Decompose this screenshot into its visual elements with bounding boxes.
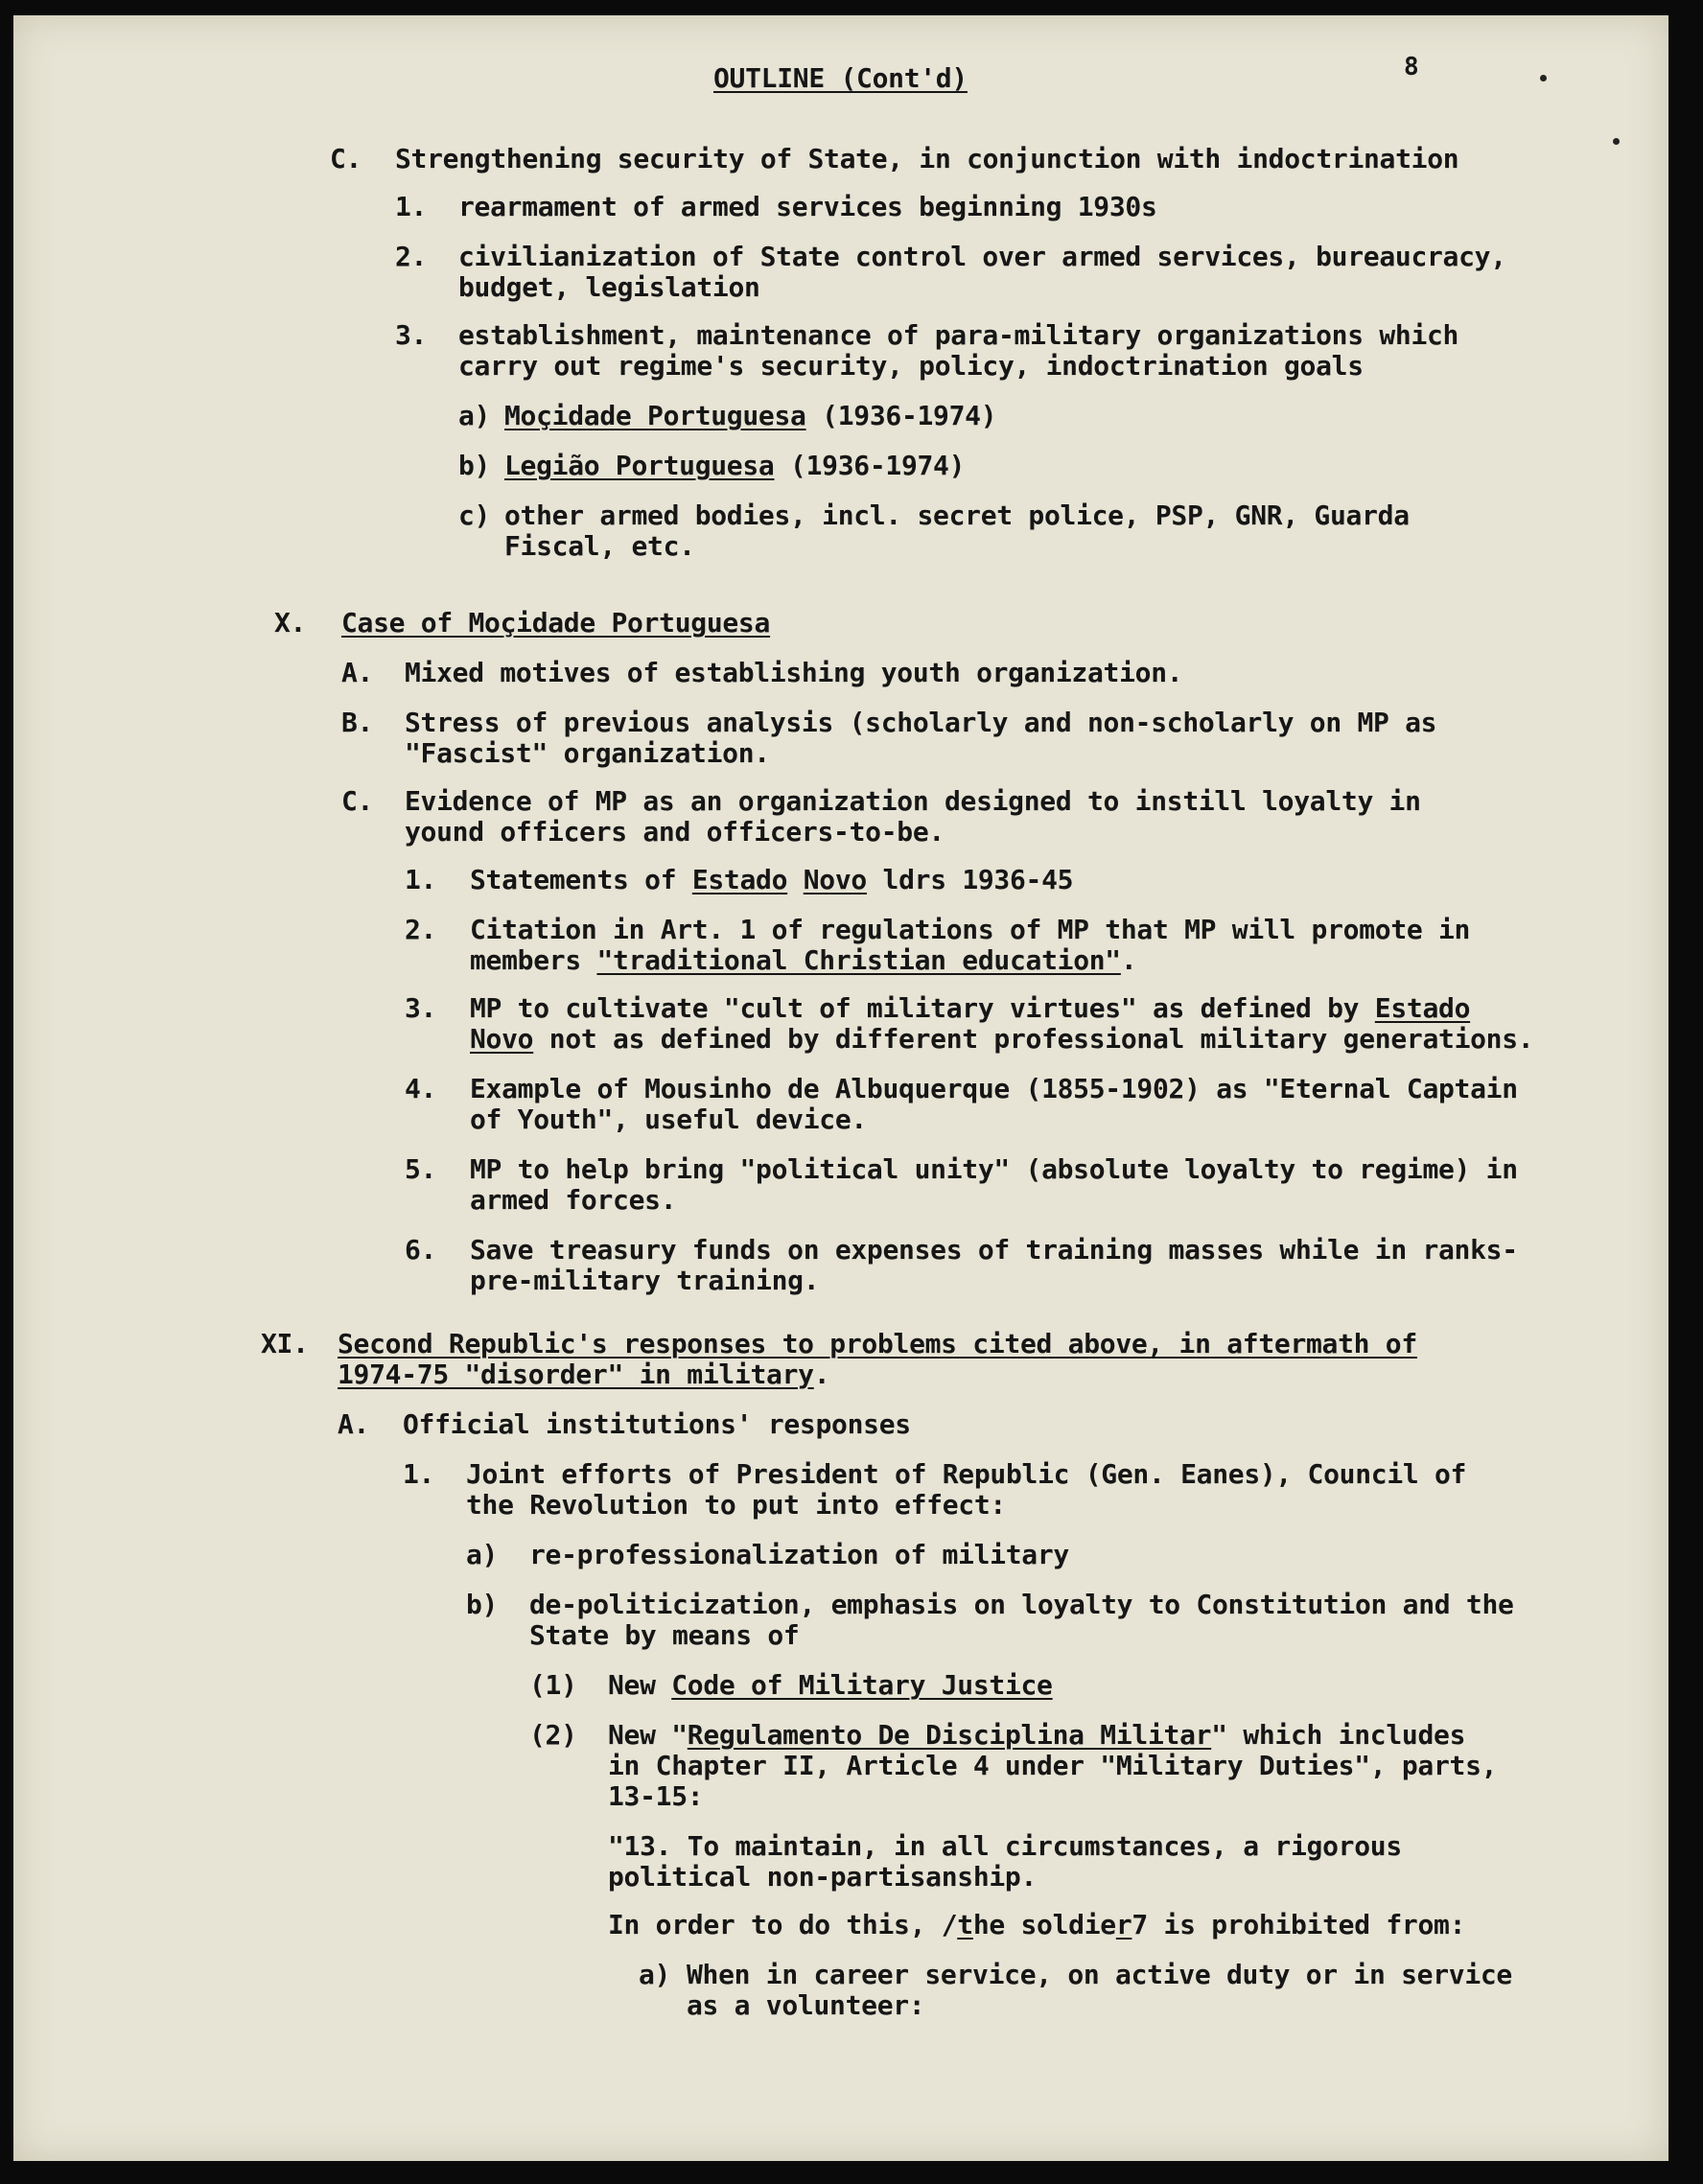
quotation-line: "13. To maintain, in all circumstances, a rigorous	[608, 1830, 1402, 1862]
outline-item: Save treasury funds on expenses of training masses while in ranks-	[470, 1234, 1518, 1266]
outline-item: yound officers and officers-to-be.	[405, 816, 945, 848]
outline-item: rearmament of armed services beginning 1930s	[458, 191, 1157, 222]
section-heading: Second Republic's responses to problems cited above, in aftermath of	[338, 1328, 1417, 1359]
text-run: ldrs 1936-45	[866, 864, 1074, 895]
outline-marker: a)	[639, 1959, 671, 1990]
outline-item	[470, 993, 1470, 1024]
outline-item: Joint efforts of President of Republic (Gen. Eanes), Council of	[466, 1458, 1467, 1490]
outline-marker: 6.	[405, 1234, 437, 1266]
underlined-term: t	[957, 1909, 973, 1940]
outline-item: Example of Mousinho de Albuquerque (1855-1902) as "Eternal Captain	[470, 1073, 1518, 1104]
underlined-term: Novo	[470, 1023, 534, 1055]
outline-marker: c)	[458, 500, 491, 531]
outline-marker: 1.	[395, 191, 428, 222]
underlined-term: Novo	[803, 864, 867, 895]
organization-name: Legião Portuguesa	[504, 450, 775, 481]
outline-marker: B.	[341, 707, 374, 738]
stray-mark	[1540, 75, 1547, 81]
outline-item: Stress of previous analysis (scholarly and non-scholarly on MP as	[405, 707, 1437, 738]
section-heading: Case of Moçidade Portuguesa	[341, 607, 771, 639]
date-range: (1936-1974)	[805, 400, 997, 431]
outline-heading: Strengthening security of State, in conjunction with indoctrination	[395, 143, 1459, 174]
outline-marker: X.	[274, 607, 307, 639]
outline-marker: b)	[466, 1589, 499, 1620]
page-number: 8	[1404, 53, 1419, 81]
underlined-term: Estado	[1374, 992, 1471, 1024]
outline-marker: 2.	[405, 914, 437, 945]
outline-item: Citation in Art. 1 of regulations of MP that MP will promote in	[470, 914, 1471, 945]
date-range: (1936-1974)	[774, 450, 966, 481]
outline-item	[504, 451, 965, 481]
outline-marker: 3.	[395, 319, 428, 351]
outline-item: State by means of	[529, 1619, 800, 1651]
outline-marker: A.	[341, 657, 374, 688]
page-title: OUTLINE (Cont'd)	[713, 62, 968, 94]
outline-marker: 1.	[405, 864, 437, 895]
quotation-line: political non-partisanship.	[608, 1861, 1038, 1893]
outline-item: armed forces.	[470, 1184, 677, 1216]
outline-item: MP to help bring "political unity" (absolute loyalty to regime) in	[470, 1153, 1518, 1185]
outline-marker: 3.	[405, 992, 437, 1024]
underlined-term: 1974-75 "disorder" in military	[338, 1359, 814, 1390]
outline-item	[470, 1024, 1533, 1055]
text-run: not as defined by different professional military generations.	[533, 1023, 1534, 1055]
text-run: 7 is prohibited from:	[1131, 1909, 1466, 1940]
document-page	[13, 15, 1668, 2161]
outline-item: Official institutions' responses	[403, 1408, 911, 1440]
quotation-line: as a volunteer:	[687, 1989, 925, 2021]
underlined-term: Estado	[691, 864, 788, 895]
text-run: .	[1120, 944, 1137, 976]
outline-item: de-politicization, emphasis on loyalty to Constitution and the	[529, 1589, 1514, 1620]
stray-mark	[1613, 138, 1620, 145]
outline-marker: (2)	[529, 1719, 577, 1751]
outline-marker: a)	[458, 400, 491, 431]
text-run	[787, 864, 804, 895]
outline-item: Mixed motives of establishing youth organization.	[405, 657, 1183, 688]
outline-item: the Revolution to put into effect:	[466, 1489, 1006, 1521]
text-run: Statements of	[470, 864, 692, 895]
outline-marker: XI.	[261, 1328, 309, 1359]
text-run: he soldie	[972, 1909, 1116, 1940]
outline-item: re-professionalization of military	[529, 1539, 1069, 1570]
outline-item	[504, 401, 996, 431]
outline-marker: a)	[466, 1539, 499, 1570]
outline-marker: (1)	[529, 1669, 577, 1701]
text-run: New	[608, 1669, 672, 1701]
outline-item: of Youth", useful device.	[470, 1104, 867, 1135]
outline-item: budget, legislation	[458, 271, 760, 303]
text-run: .	[813, 1359, 830, 1390]
outline-item: 13-15:	[608, 1780, 704, 1812]
outline-item	[608, 1670, 1053, 1701]
text-run: MP to cultivate "cult of military virtues" as defined by	[470, 992, 1375, 1024]
outline-item: pre-military training.	[470, 1265, 820, 1296]
text-run: In order to do this, /	[608, 1909, 958, 1940]
outline-marker: C.	[341, 785, 374, 817]
underlined-term: r	[1115, 1909, 1132, 1940]
text-run: members	[470, 944, 597, 976]
outline-marker: C.	[330, 143, 362, 174]
text-run: " which includes	[1211, 1719, 1466, 1751]
outline-item: other armed bodies, incl. secret police, PSP, GNR, Guarda	[504, 500, 1410, 531]
underlined-term: Code of Military Justice	[671, 1669, 1053, 1701]
outline-marker: 2.	[395, 241, 428, 272]
text-run: New "	[608, 1719, 688, 1751]
outline-item: in Chapter II, Article 4 under "Military Duties", parts,	[608, 1750, 1498, 1781]
outline-item: establishment, maintenance of para-military organizations which	[458, 319, 1459, 351]
outline-item	[470, 945, 1136, 976]
outline-marker: b)	[458, 450, 491, 481]
section-heading	[338, 1359, 829, 1390]
organization-name: Moçidade Portuguesa	[504, 400, 806, 431]
outline-item	[470, 865, 1073, 895]
outline-item: Fiscal, etc.	[504, 530, 695, 562]
underlined-term: "traditional Christian education"	[596, 944, 1121, 976]
outline-marker: 5.	[405, 1153, 437, 1185]
outline-marker: 1.	[403, 1458, 435, 1490]
outline-item: Evidence of MP as an organization designed to instill loyalty in	[405, 785, 1421, 817]
outline-item	[608, 1720, 1465, 1751]
outline-item: civilianization of State control over armed services, bureaucracy,	[458, 241, 1506, 272]
quotation-line: When in career service, on active duty or in service	[687, 1959, 1512, 1990]
quotation-line	[608, 1910, 1465, 1940]
outline-item: carry out regime's security, policy, indoctrination goals	[458, 350, 1364, 382]
outline-item: "Fascist" organization.	[405, 737, 770, 769]
outline-marker: A.	[338, 1408, 370, 1440]
underlined-term: Regulamento De Disciplina Militar	[687, 1719, 1212, 1751]
outline-marker: 4.	[405, 1073, 437, 1104]
